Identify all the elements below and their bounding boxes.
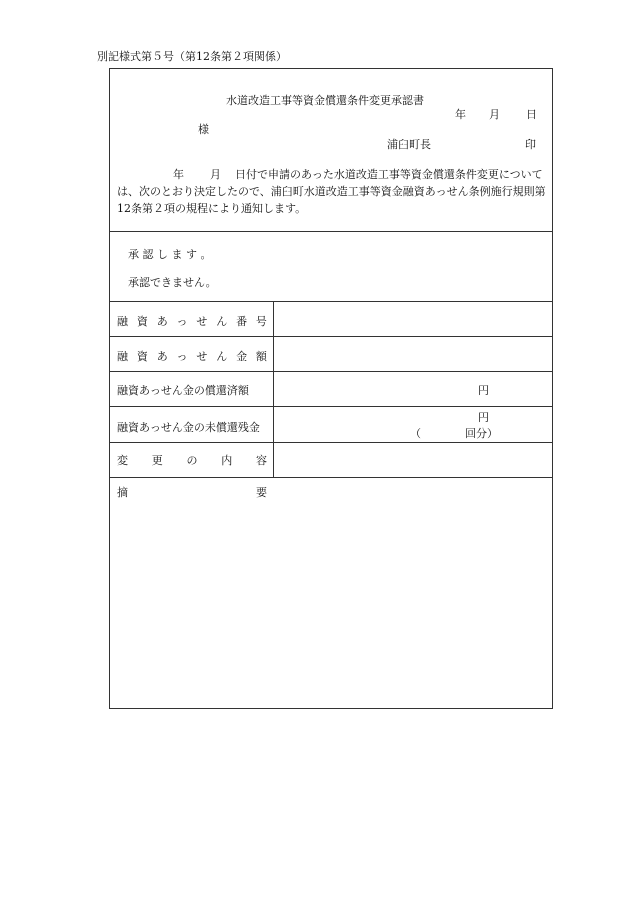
label-remarks: 摘 要 [117,486,267,499]
addressee-suffix: 様 [198,123,209,136]
form-frame [109,68,553,709]
document-title: 水道改造工事等資金償還条件変更承認書 [226,94,424,107]
body-year: 年 [173,168,184,181]
divider-row-1 [110,336,552,337]
date-month: 月 [489,108,500,121]
divider-row-2 [110,371,552,372]
notice-body [117,166,549,217]
reject-option: 承認できません。 [128,276,217,289]
date-day: 日 [526,108,537,121]
label-unrepaid: 融資あっせん金の未償還残金 [117,421,260,434]
repaid-unit: 円 [478,384,489,397]
label-repaid: 融資あっせん金の償還済額 [117,384,249,397]
label-loan-amount: 融 資 あ っ せ ん 金 額 [117,350,267,363]
divider-row-4 [110,442,552,443]
divider-row-3 [110,406,552,407]
installments-open: （ [410,427,421,440]
divider-decision [110,301,552,302]
body-text: 日付で申請のあった水道改造工事等資金償還条件変更については、次のとおり決定したので、浦臼町水道改造工事等資金融資あっせん条例施行規則第12条第２項の規程により通知します。 [117,168,546,215]
installments-close: 回分） [465,427,498,440]
seal-mark: 印 [525,138,536,151]
date-year: 年 [455,108,466,121]
form-number: 別記様式第５号（第12条第２項関係） [97,50,287,63]
divider-row-5 [110,477,552,478]
body-month: 月 [210,168,221,181]
divider-header [110,231,552,232]
issuer-name: 浦臼町長 [387,138,431,151]
label-change: 変 更 の 内 容 [117,454,267,467]
table-column-divider [273,301,274,477]
unrepaid-unit: 円 [478,411,489,424]
label-loan-number: 融 資 あ っ せ ん 番 号 [117,315,267,328]
approve-option: 承 認 し ま す 。 [128,248,212,261]
